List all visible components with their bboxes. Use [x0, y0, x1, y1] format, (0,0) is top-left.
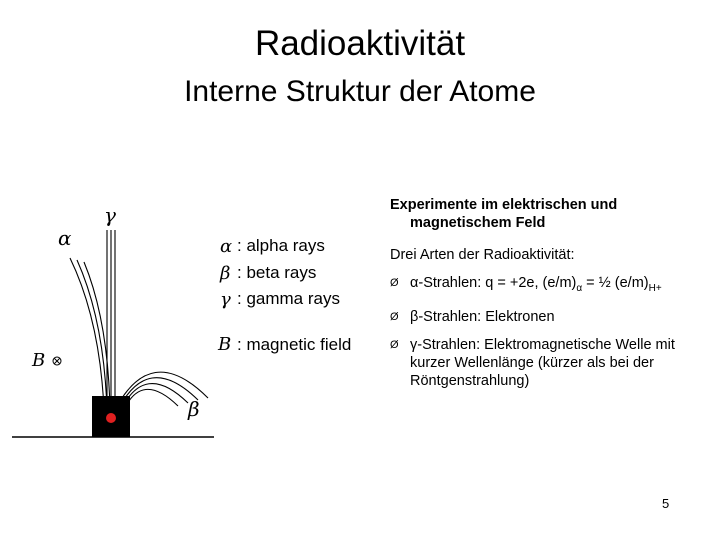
bullet-beta [390, 308, 710, 326]
bullet-gamma [390, 336, 710, 390]
legend-symbol-field: B [218, 334, 232, 355]
label-gamma: γ [104, 203, 116, 227]
slide-title: Radioaktivität [254, 24, 466, 63]
hplus-subscript: H+ [648, 282, 662, 294]
legend-text-gamma: : gamma rays [237, 289, 340, 308]
bullet-arrow-icon: Ø [390, 277, 399, 289]
slide-subtitle: Interne Struktur der Atome [184, 75, 536, 108]
bullet-arrow-icon: Ø [390, 310, 399, 323]
legend-symbol-gamma: γ [220, 289, 231, 310]
field-into-page-icon [53, 357, 61, 365]
explanation-text [390, 196, 710, 400]
label-beta: β [188, 397, 200, 421]
gamma-symbol: γ [410, 336, 418, 353]
legend-symbol-beta: β [220, 263, 231, 284]
legend-text-beta: : beta rays [237, 263, 317, 282]
alpha-text-part2: = ½ (e/m) [582, 275, 649, 291]
alpha-subscript: α [576, 282, 583, 294]
heading-line-1: Experimente im elektrischen und [390, 197, 618, 213]
label-magnetic-field: B [32, 350, 46, 371]
radioactive-source-dot [106, 413, 116, 423]
alpha-rays [70, 258, 110, 410]
alpha-text-part1: -Strahlen: q = +2e, (e/m) [418, 275, 577, 291]
heading-line-2: magnetischem Feld [410, 215, 546, 231]
bullet-alpha [390, 274, 710, 298]
legend-text-alpha: : alpha rays [237, 236, 325, 255]
bullet-arrow-icon: Ø [390, 338, 399, 351]
page-number: 5 [662, 496, 670, 511]
gamma-rays [107, 230, 115, 410]
diagram-legend [217, 236, 351, 355]
label-alpha: α [58, 226, 72, 250]
legend-symbol-alpha: α [220, 236, 233, 257]
section-heading [390, 196, 710, 232]
beta-text: -Strahlen: Elektronen [418, 308, 555, 325]
alpha-symbol: α [410, 275, 419, 291]
intro-text: Drei Arten der Radioaktivität: [390, 247, 575, 263]
beta-symbol: β [410, 308, 419, 325]
gamma-text: -Strahlen: Elektromagnetische Welle mit kurzer Wellenlänge (kürzer als bei der Röntgenstrahlung) [410, 336, 675, 389]
radioactivity-diagram [0, 195, 380, 450]
legend-text-field: : magnetic field [237, 335, 352, 354]
